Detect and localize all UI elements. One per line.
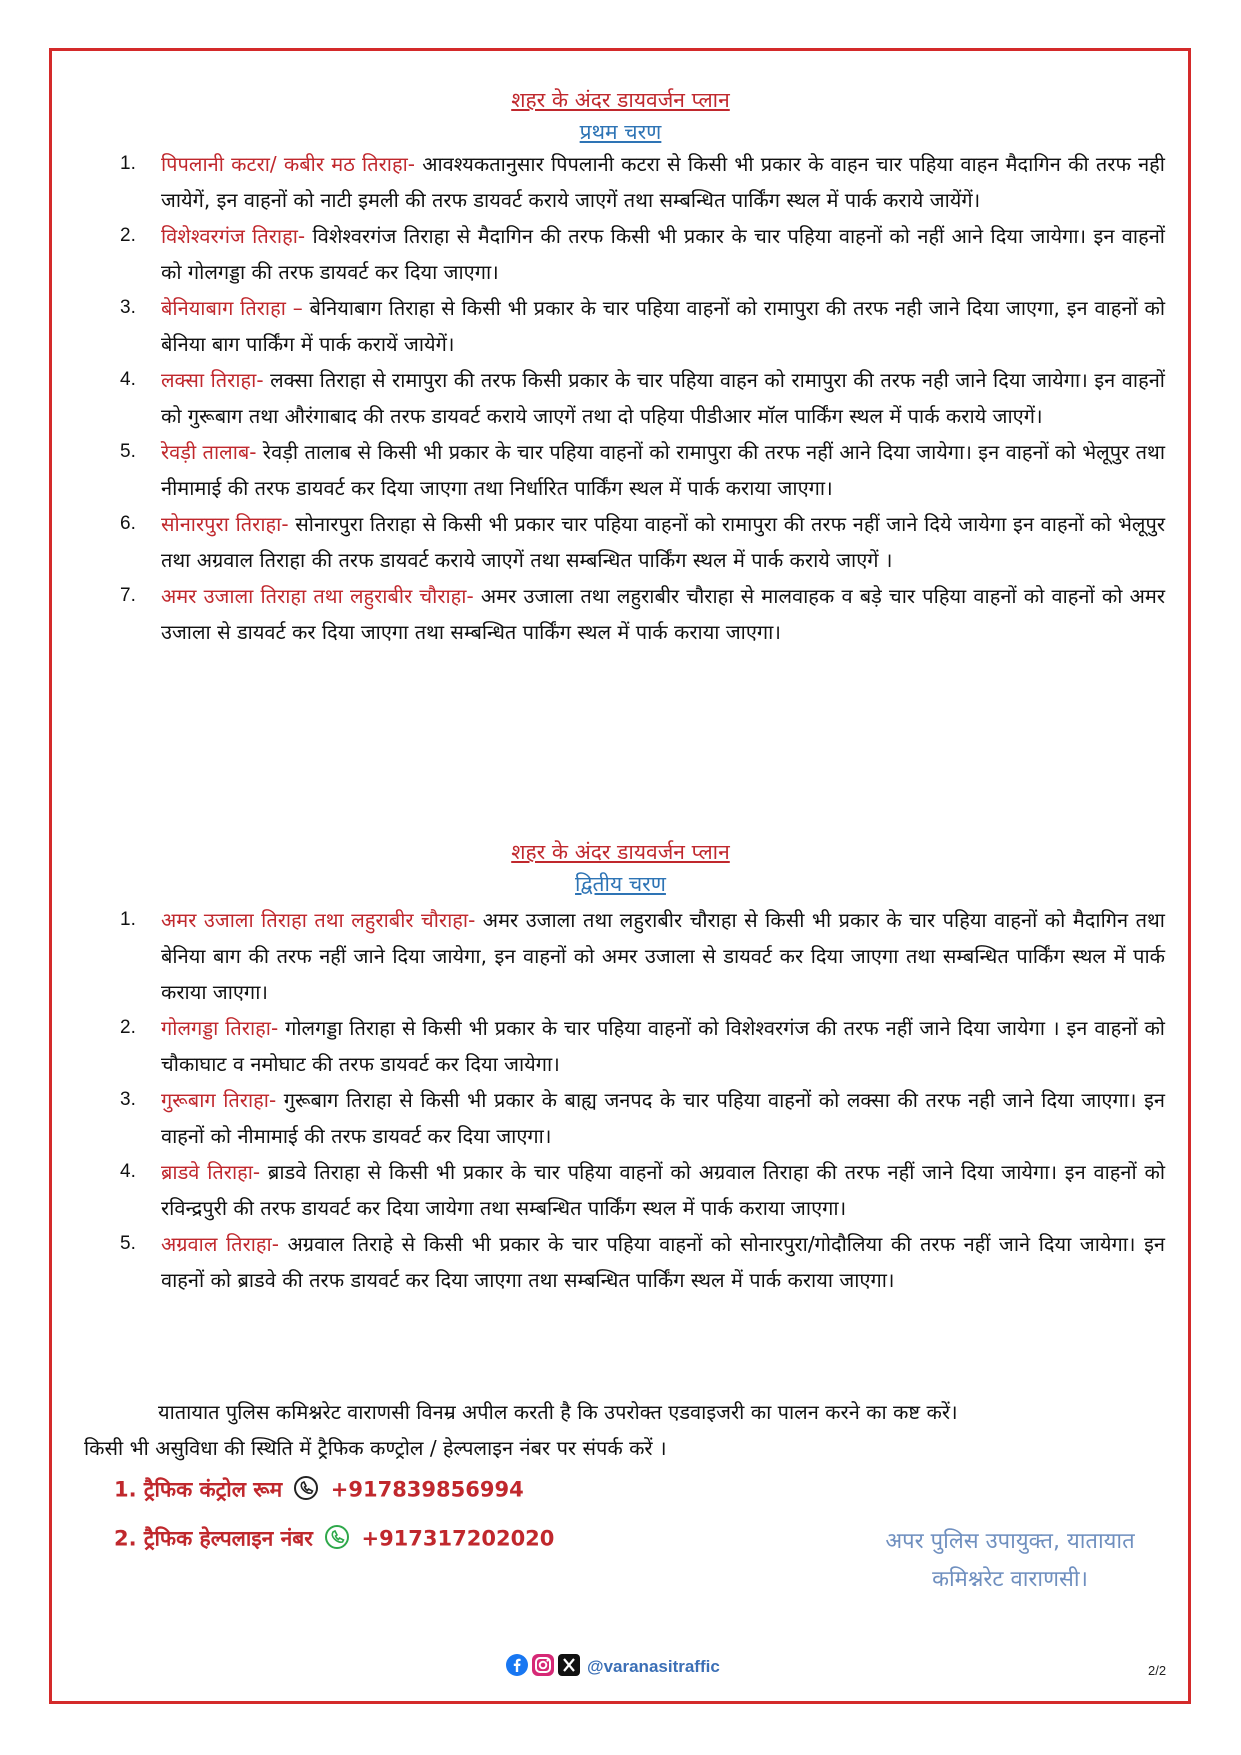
location-name: पिपलानी कटरा/ कबीर मठ तिराहा- <box>161 152 415 176</box>
social-links <box>505 1653 720 1681</box>
item-number: 5. <box>120 1233 136 1254</box>
item-number: 2. <box>120 1017 136 1038</box>
signature <box>860 1523 1160 1599</box>
list-item <box>120 578 1165 650</box>
list-item <box>120 362 1165 434</box>
location-name: रेवड़ी तालाब- <box>161 440 257 464</box>
location-name: सोनारपुरा तिराहा- <box>161 512 289 536</box>
item-text: लक्सा तिराहा से रामापुरा की तरफ किसी प्रकार के चार पहिया वाहन को रामापुरा की तरफ नही जाने दिया जायेगा। इन वाहनों को गुरूबाग तथा औरंगाबाद की तरफ डायवर्ट कराये जाएगें तथा दो पहिया पीडीआर मॉल पार्किंग स्थल में पार्क कराये जाएगें। <box>161 368 1165 428</box>
facebook-icon[interactable] <box>505 1653 529 1681</box>
page-number: 2/2 <box>1148 1663 1167 1678</box>
phone-icon <box>293 1475 319 1506</box>
phase2-heading: शहर के अंदर डायवर्जन प्लान <box>511 840 730 864</box>
list-item <box>120 506 1165 578</box>
item-text: रेवड़ी तालाब से किसी भी प्रकार के चार पहिया वाहनों को रामापुरा की तरफ नहीं आने दिया जायेगा। इन वाहनों को भेलूपुर तथा नीमामाई की तरफ डायवर्ट कर दिया जाएगा तथा निर्धारित पार्किंग स्थल में पार्क कराया जाएगा। <box>161 440 1165 500</box>
x-icon[interactable] <box>557 1653 581 1681</box>
item-number: 3. <box>120 297 136 318</box>
location-name: ब्राडवे तिराहा- <box>161 1160 261 1184</box>
item-number: 7. <box>120 585 136 606</box>
list-item <box>120 218 1165 290</box>
contact-control-room <box>114 1475 524 1506</box>
item-text: बेनियाबाग तिराहा से किसी भी प्रकार के चार पहिया वाहनों को रामापुरा की तरफ नही जाने दिया जाएगा, इन वाहनों को बेनिया बाग पार्किंग में पार्क करायें जायेगें। <box>161 296 1166 356</box>
item-text: अग्रवाल तिराहे से किसी भी प्रकार के चार पहिया वाहनों को सोनारपुरा/गोदौलिया की तरफ नहीं जाने दिया जायेगा। इन वाहनों को ब्राडवे की तरफ डायवर्ट कर दिया जाएगा तथा सम्बन्धित पार्किंग स्थल में पार्क कराया जाएगा। <box>161 1232 1165 1292</box>
item-text: आवश्यकतानुसार पिपलानी कटरा से किसी भी प्रकार के वाहन चार पहिया वाहन मैदागिन की तरफ नही जायेगें, इन वाहनों को नाटी इमली की तरफ डायवर्ट कराये जाएगें तथा सम्बन्धित पार्किंग स्थल में पार्क कराये जायेंगें। <box>161 152 1165 212</box>
item-number: 3. <box>120 1089 136 1110</box>
location-name: विशेश्वरगंज तिराहा- <box>161 224 306 248</box>
item-number: 6. <box>120 513 136 534</box>
location-name: बेनियाबाग तिराहा – <box>161 296 303 320</box>
appeal-text: यातायात पुलिस कमिश्नरेट वाराणसी विनम्र अपील करती है कि उपरोक्त एडवाइजरी का पालन करने का कष्ट करें। <box>158 1400 958 1424</box>
appeal-line-2: किसी भी असुविधा की स्थिति में ट्रैफिक कण्ट्रोल / हेल्पलाइन नंबर पर संपर्क करें । <box>84 1436 667 1460</box>
location-name: लक्सा तिराहा- <box>161 368 264 392</box>
item-number: 5. <box>120 441 136 462</box>
phase2-list <box>120 902 1165 1298</box>
location-name: अमर उजाला तिराहा तथा लहुराबीर चौराहा- <box>161 908 476 932</box>
phase1-heading: शहर के अंदर डायवर्जन प्लान <box>511 88 730 112</box>
item-text: ब्राडवे तिराहा से किसी भी प्रकार के चार पहिया वाहनों को अग्रवाल तिराहा की तरफ नहीं जाने दिया जायेगा। इन वाहनों को रविन्द्रपुरी की तरफ डायवर्ट कर दिया जायेगा तथा सम्बन्धित पार्किंग स्थल में पार्क कराया जाएगा। <box>161 1160 1166 1220</box>
social-handle[interactable]: @varanasitraffic <box>587 1657 720 1676</box>
list-item <box>120 902 1165 1010</box>
item-text: सोनारपुरा तिराहा से किसी भी प्रकार चार पहिया वाहनों को रामापुरा की तरफ नहीं जाने दिये जायेगा इन वाहनों को भेलूपुर तथा अग्रवाल तिराहा की तरफ डायवर्ट कराये जाएगें तथा सम्बन्धित पार्किंग स्थल में पार्क कराये जाएगें । <box>161 512 1165 572</box>
signature-line-2: कमिश्नरेट वाराणसी। <box>932 1567 1088 1592</box>
item-text: गोलगड्डा तिराहा से किसी भी प्रकार के चार पहिया वाहनों को विशेश्वरगंज की तरफ नहीं जाने दिया जायेगा । इन वाहनों को चौकाघाट व नमोघाट की तरफ डायवर्ट कर दिया जायेगा। <box>161 1016 1165 1076</box>
instagram-icon[interactable] <box>531 1653 555 1681</box>
item-text: अमर उजाला तथा लहुराबीर चौराहा से मालवाहक व बड़े चार पहिया वाहनों को वाहनों को अमर उजाला से डायवर्ट कर दिया जाएगा तथा सम्बन्धित पार्किंग स्थल में पार्क कराया जाएगा। <box>161 584 1166 644</box>
item-text: गुरूबाग तिराहा से किसी भी प्रकार के बाह्य जनपद के चार पहिया वाहनों को लक्सा की तरफ नही जाने दिया जाएगा। इन वाहनों को नीमामाई की तरफ डायवर्ट कर दिया जाएगा। <box>161 1088 1165 1148</box>
helpline-number[interactable]: +917317202020 <box>361 1526 555 1551</box>
location-name: गुरूबाग तिराहा- <box>161 1088 277 1112</box>
item-number: 4. <box>120 1161 136 1182</box>
item-number: 1. <box>120 909 136 930</box>
list-item <box>120 1010 1165 1082</box>
location-name: अग्रवाल तिराहा- <box>161 1232 279 1256</box>
signature-line-1: अपर पुलिस उपायुक्त, यातायात <box>885 1529 1135 1554</box>
list-item <box>120 1082 1165 1154</box>
item-number: 2. <box>120 225 136 246</box>
contact-label: 2. ट्रैफिक हेल्पलाइन नंबर <box>114 1526 313 1551</box>
list-item <box>120 434 1165 506</box>
phase2-subheading: द्वितीय चरण <box>575 872 666 896</box>
contact-label: 1. ट्रैफिक कंट्रोल रूम <box>114 1477 283 1502</box>
item-number: 4. <box>120 369 136 390</box>
item-number: 1. <box>120 153 136 174</box>
phase1-list <box>120 146 1165 650</box>
list-item <box>120 290 1165 362</box>
contact-helpline <box>114 1524 554 1555</box>
list-item <box>120 1154 1165 1226</box>
phase1-subheading: प्रथम चरण <box>579 120 662 144</box>
location-name: गोलगड्डा तिराहा- <box>161 1016 279 1040</box>
item-text: अमर उजाला तथा लहुराबीर चौराहा से किसी भी प्रकार के चार पहिया वाहनों को मैदागिन तथा बेनिया बाग की तरफ नहीं जाने दिया जायेगा, इन वाहनों को अमर उजाला से डायवर्ट कर दिया जाएगा तथा सम्बन्धित पार्किंग स्थल में पार्क कराया जाएगा। <box>161 908 1165 1004</box>
control-room-number[interactable]: +917839856994 <box>330 1477 524 1502</box>
list-item <box>120 146 1165 218</box>
list-item <box>120 1226 1165 1298</box>
appeal-paragraph <box>84 1394 1166 1466</box>
item-text: विशेश्वरगंज तिराहा से मैदागिन की तरफ किसी भी प्रकार के चार पहिया वाहनों को नहीं आने दिया जायेगा। इन वाहनों को गोलगड्डा की तरफ डायवर्ट कर दिया जाएगा। <box>161 224 1165 284</box>
location-name: अमर उजाला तिराहा तथा लहुराबीर चौराहा- <box>161 584 474 608</box>
appeal-line-1 <box>84 1394 1166 1430</box>
whatsapp-icon <box>324 1524 350 1555</box>
